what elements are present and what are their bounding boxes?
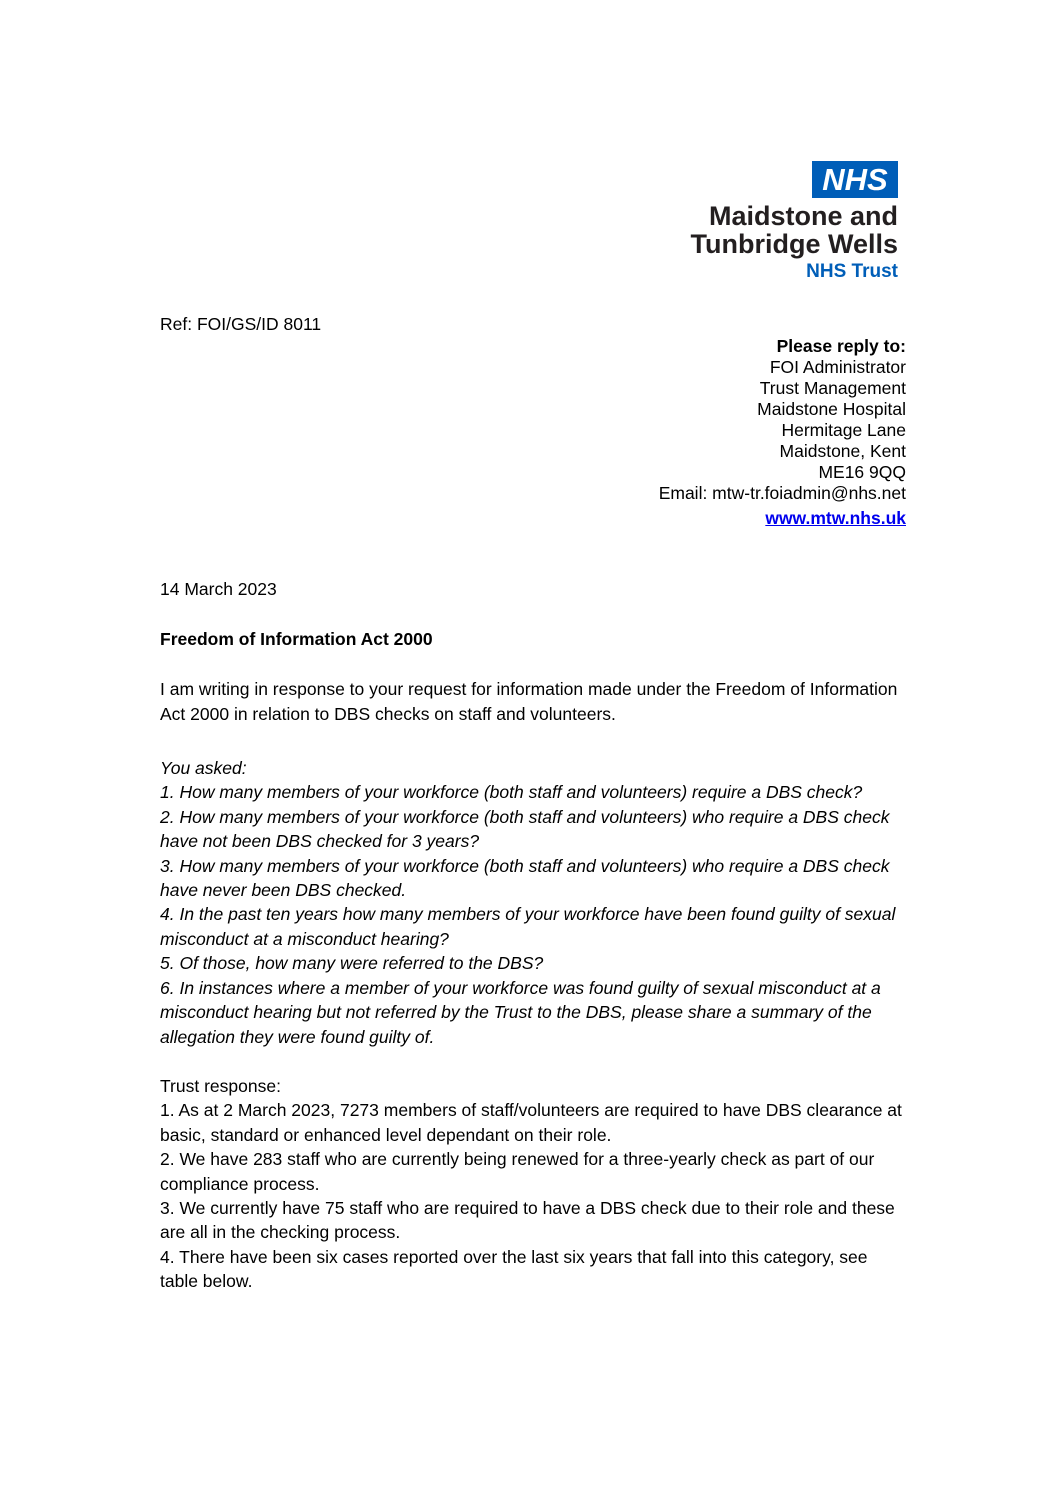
ref-number: Ref: FOI/GS/ID 8011 — [160, 314, 322, 334]
nhs-trust-label: NHS Trust — [806, 261, 898, 282]
responses-block — [160, 1074, 906, 1294]
address-line: Trust Management — [759, 378, 906, 399]
reply-to-label: Please reply to: — [776, 336, 906, 357]
website-row — [160, 508, 906, 529]
response-item: 3. We currently have 75 staff who are required to have a DBS check due to their role and these are all in the checking process. — [160, 1197, 895, 1243]
you-asked-label: You asked: — [160, 758, 247, 779]
address-line: Maidstone Hospital — [757, 399, 906, 420]
response-item: 1. As at 2 March 2023, 7273 members of staff/volunteers are required to have DBS clearance at basic, standard or enhanced level dependant on their role. — [160, 1100, 902, 1145]
trust-response-label: Trust response: — [160, 1075, 281, 1096]
website-link[interactable]: www.mtw.nhs.uk — [765, 508, 906, 529]
subject-heading: Freedom of Information Act 2000 — [160, 628, 433, 649]
response-item: 4. There have been six cases reported over the last six years that fall into this category, see table below. — [160, 1246, 868, 1292]
address-line: Hermitage Lane — [781, 420, 906, 441]
letter-date: 14 March 2023 — [160, 579, 277, 600]
question-item: 4. In the past ten years how many members of your workforce have been found guilty of sexual misconduct at a misconduct hearing? — [160, 904, 896, 949]
nhs-logo-icon — [812, 161, 898, 198]
nhs-logo-block — [690, 161, 898, 282]
questions-block — [160, 756, 906, 1049]
nhs-logo-text: NHS — [822, 162, 888, 197]
letter-content — [160, 312, 906, 1294]
address-line: ME16 9QQ — [818, 462, 906, 483]
org-name-line1: Maidstone and — [708, 201, 898, 231]
question-item: 1. How many members of your workforce (both staff and volunteers) require a DBS check? — [160, 782, 863, 803]
question-item: 2. How many members of your workforce (both staff and volunteers) who require a DBS check have not been DBS checked for 3 years? — [160, 806, 890, 852]
response-item: 2. We have 283 staff who are currently being renewed for a three-yearly check as part of our compliance process. — [160, 1149, 875, 1194]
intro-paragraph: I am writing in response to your request for information made under the Freedom of Information Act 2000 in relation to DBS checks on staff and volunteers. — [160, 679, 898, 724]
question-item: 5. Of those, how many were referred to the DBS? — [160, 953, 544, 974]
address-line: FOI Administrator — [769, 357, 906, 378]
org-name-line2: Tunbridge Wells — [690, 229, 898, 259]
email-address: Email: mtw-tr.foiadmin@nhs.net — [658, 483, 906, 504]
question-item: 6. In instances where a member of your workforce was found guilty of sexual misconduct at a misconduct hearing but not referred by the Trust to the DBS, please share a summary of the allegation they were found guilty of. — [160, 977, 881, 1047]
reply-to-block — [160, 336, 906, 504]
address-line: Maidstone, Kent — [779, 441, 906, 462]
question-item: 3. How many members of your workforce (both staff and volunteers) who require a DBS check have never been DBS checked. — [160, 855, 890, 901]
